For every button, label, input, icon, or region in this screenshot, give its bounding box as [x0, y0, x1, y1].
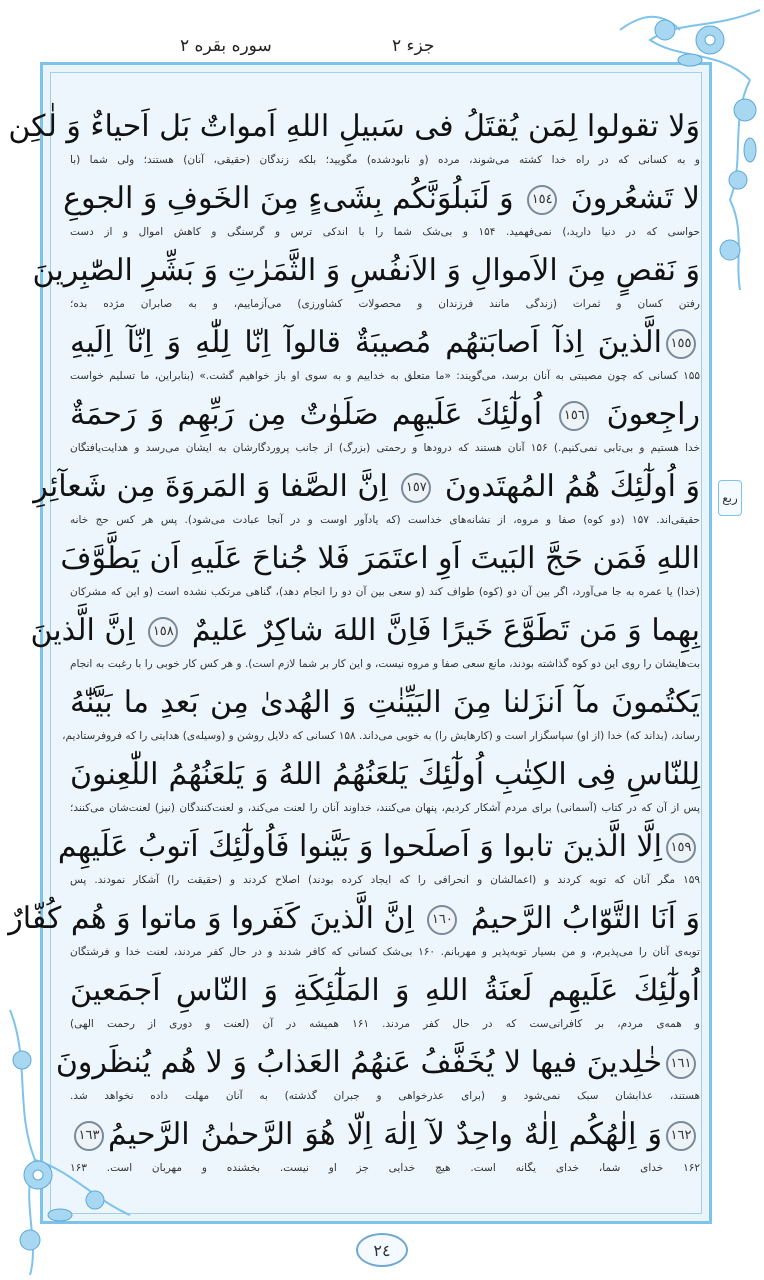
translation-line: (خدا) یا عمره به جا می‌آورد، اگر بین آن دو (کوه) طواف کند (و سعی بین آن دو را انجام دهد)، گناهی مرتکب نشده است (و این که مشرکان [70, 586, 700, 598]
arabic-line [8, 104, 700, 150]
translation-line: رساند، (بداند که) خدا (از او) سپاسگزار است و (کارهایش را) به خوبی می‌داند. ۱۵۸ کسانی که دلایل روشن و (وسیله‌ی) هدایتی را که فروفرستادیم، [62, 730, 700, 742]
arabic-line [70, 1112, 700, 1158]
arabic-line [63, 176, 700, 222]
arabic-text: وَ نَقصٍ مِنَ الاَموالِ وَ الاَنفُسِ وَ الثَّمَرٰتِ وَ بَشِّرِ الصّٰبِرينَ [32, 253, 700, 288]
surah-label: سوره بقره ۲ [180, 36, 272, 56]
translation-line: و همه‌ی مردم، بر کافرانی‌ست که در حال کفر مردند. ۱۶۱ همیشه در آن (لعنت و دوری از رحمت الهی) [70, 1018, 700, 1030]
arabic-line [55, 1040, 700, 1086]
arabic-line [32, 248, 700, 294]
arabic-text: اِلَّا الَّذينَ تابوا وَ اَصلَحوا وَ بَيَّنوا فَاُولٰٓئِكَ اَتوبُ عَلَيهِم [57, 829, 662, 864]
translation-line: پس از آن که در کتاب (آسمانی) برای مردم آشکار کردیم، پنهان می‌کنند، خداوند آنان را لعنت می‌کند، و لعنت‌کنندگان (نیز) لعنت‌شان می‌کنند؛ [70, 802, 700, 814]
arabic-text: وَلا تقولوا لِمَن يُقتَلُ فى سَبيلِ اللهِ اَمواتٌ بَل اَحياءٌ وَ لٰكِن [8, 109, 700, 144]
arabic-text: لِلنّاسِ فِى الكِتٰبِ اُولٰٓئِكَ يَلعَنُهُمُ اللهُ وَ يَلعَنُهُمُ اللّٰعِنونَ [70, 757, 700, 792]
ayah-number-marker: ١٥٥ [666, 329, 696, 359]
arabic-text: خٰلِدينَ فيها لا يُخَفَّفُ عَنهُمُ العَذابُ وَ لا هُم يُنظَرونَ [55, 1045, 662, 1080]
translation-line: ۱۵۵ کسانی که چون مصیبتی به آنان برسد، می‌گویند: «ما متعلق به خداییم و به سوی او باز خواهیم گشت.» (بنابراین، ما تسلیم خواست [70, 370, 700, 382]
rub-marker [718, 480, 742, 516]
arabic-line [70, 392, 700, 438]
translation-line: بت‌هایشان را روی این دو کوه گذاشته بودند، مانع سعی صفا و مروه نیست، و این کار بر شما لازم است). و هر کس کار خوبی را با رغبت به انجام [70, 658, 700, 670]
arabic-text: يَكتُمونَ مآ اَنزَلنا مِنَ البَيِّنٰتِ وَ الهُدىٰ مِن بَعدِ ما بَيَّنّٰهُ [70, 685, 700, 720]
arabic-text: الَّذينَ اِذآ اَصابَتهُم مُصيبَةٌ قالوآ اِنّا لِلّٰهِ وَ اِنّآ اِلَيهِ [70, 325, 662, 360]
arabic-line [8, 896, 700, 942]
arabic-text: اِنَّ الَّذينَ كَفَروا وَ ماتوا وَ هُم كُفّارٌ [8, 901, 424, 936]
arabic-text: وَ لَنَبلُوَنَّكُم بِشَىءٍ مِنَ الخَوفِ وَ الجوعِ [63, 181, 524, 216]
arabic-text: لا تَشعُرونَ [561, 181, 700, 216]
ayah-number-marker: ١٦٠ [427, 905, 457, 935]
translation-line: ۱۶۲ خدای شما، خدای یگانه است. هیچ خدایی جز او نیست. بخشنده و مهربان است. ۱۶۳ [70, 1162, 700, 1174]
juz-label: جزء ۲ [392, 36, 435, 56]
translation-line: رفتن کسان و ثمرات (زندگی مانند فرزندان و محصولات کشاورزی) می‌آزماییم، و به صابران مژده بده؛ [70, 298, 700, 310]
arabic-text: وَ اِلٰهُكُم اِلٰهٌ واحِدٌ لآ اِلٰهَ اِلّا هُوَ الرَّحمٰنُ الرَّحيمُ [108, 1117, 662, 1152]
translation-line: توبه‌ی آنان را می‌پذیرم، و من بسیار توبه‌پذیر و مهربانم. ۱۶۰ بی‌شک کسانی که کافر شدند و در حال کفر مردند، لعنت خدا و فرشتگان [70, 946, 700, 958]
arabic-line [70, 752, 700, 798]
arabic-text: اُولٰٓئِكَ عَلَيهِم لَعنَةُ اللهِ وَ المَلٰٓئِكَةِ وَ النّاسِ اَجمَعينَ [70, 973, 700, 1008]
arabic-line [57, 824, 700, 870]
arabic-line [70, 680, 700, 726]
arabic-text: اِنَّ الَّذينَ [30, 613, 145, 648]
ayah-number-marker: ١٦١ [666, 1049, 696, 1079]
arabic-text: راجِعونَ [593, 397, 700, 432]
page-number [356, 1233, 408, 1267]
translation-line: و به کسانی که در راه خدا کشته می‌شوند، مرده (و نابودشده) مگویید؛ بلکه زندگان (حقیقی، آنان) هستند؛ ولی شما (با [70, 154, 700, 166]
arabic-text: اللهِ فَمَن حَجَّ البَيتَ اَوِ اعتَمَرَ فَلا جُناحَ عَلَيهِ اَن يَطَّوَّفَ [60, 541, 700, 576]
arabic-text: وَ اَنَا التَّوّابُ الرَّحيمُ [461, 901, 700, 936]
translation-line: حقیقی‌اند. ۱۵۷ (دو کوه) صفا و مروه، از نشانه‌های خداست (که یادآور اوست و در آنجا عبادت می‌شود). پس هر کس حج خانه [70, 514, 700, 526]
arabic-line [30, 608, 700, 654]
arabic-line [60, 536, 700, 582]
ayah-number-marker: ١٦٣ [74, 1121, 104, 1151]
arabic-line [33, 464, 700, 510]
ayah-number-marker: ١٦٢ [666, 1121, 696, 1151]
ayah-number-marker: ١٥٧ [401, 473, 431, 503]
arabic-text: بِهِما وَ مَن تَطَوَّعَ خَيرًا فَاِنَّ اللهَ شاكِرٌ عَليمٌ [182, 613, 700, 648]
arabic-line [70, 968, 700, 1014]
arabic-line [70, 320, 700, 366]
arabic-text: اِنَّ الصَّفا وَ المَروَةَ مِن شَعآئِرِ [33, 469, 398, 504]
arabic-text: اُولٰٓئِكَ عَلَيهِم صَلَوٰتٌ مِن رَبِّهِم وَ رَحمَةٌ [70, 397, 556, 432]
rub-marker-label: ربع [722, 491, 738, 505]
translation-line: ۱۵۹ مگر آنان که توبه کردند و (اعمالشان و انحرافی را که ایجاد کرده بودند) اصلاح کردند و (حقیقت را) آشکار نمودند. پس [70, 874, 700, 886]
translation-line: حواسی که در دنیا دارید،) نمی‌فهمید. ۱۵۴ و بی‌شک شما را با اندکی ترس و گرسنگی و کاهش اموال و از دست [70, 226, 700, 238]
ayah-number-marker: ١٥٤ [527, 185, 557, 215]
ayah-number-marker: ١٥٨ [148, 617, 178, 647]
ayah-number-marker: ١٥٦ [559, 401, 589, 431]
translation-line: خدا هستیم و بی‌تابی نمی‌کنیم.) ۱۵۶ آنان هستند که درودها و رحمتی (بزرگ) از جانب پروردگارشان به ایشان می‌رسد و هدایت‌یافتگان [70, 442, 700, 454]
arabic-text: وَ اُولٰٓئِكَ هُمُ المُهتَدونَ [435, 469, 700, 504]
page-number-label: ٢٤ [373, 1240, 391, 1260]
translation-line: هستند، عذابشان سبک نمی‌شود و (برای عذرخواهی و جبران گذشته) به آنان مهلت داده نخواهد شد. [70, 1090, 700, 1102]
ayah-number-marker: ١٥٩ [666, 833, 696, 863]
